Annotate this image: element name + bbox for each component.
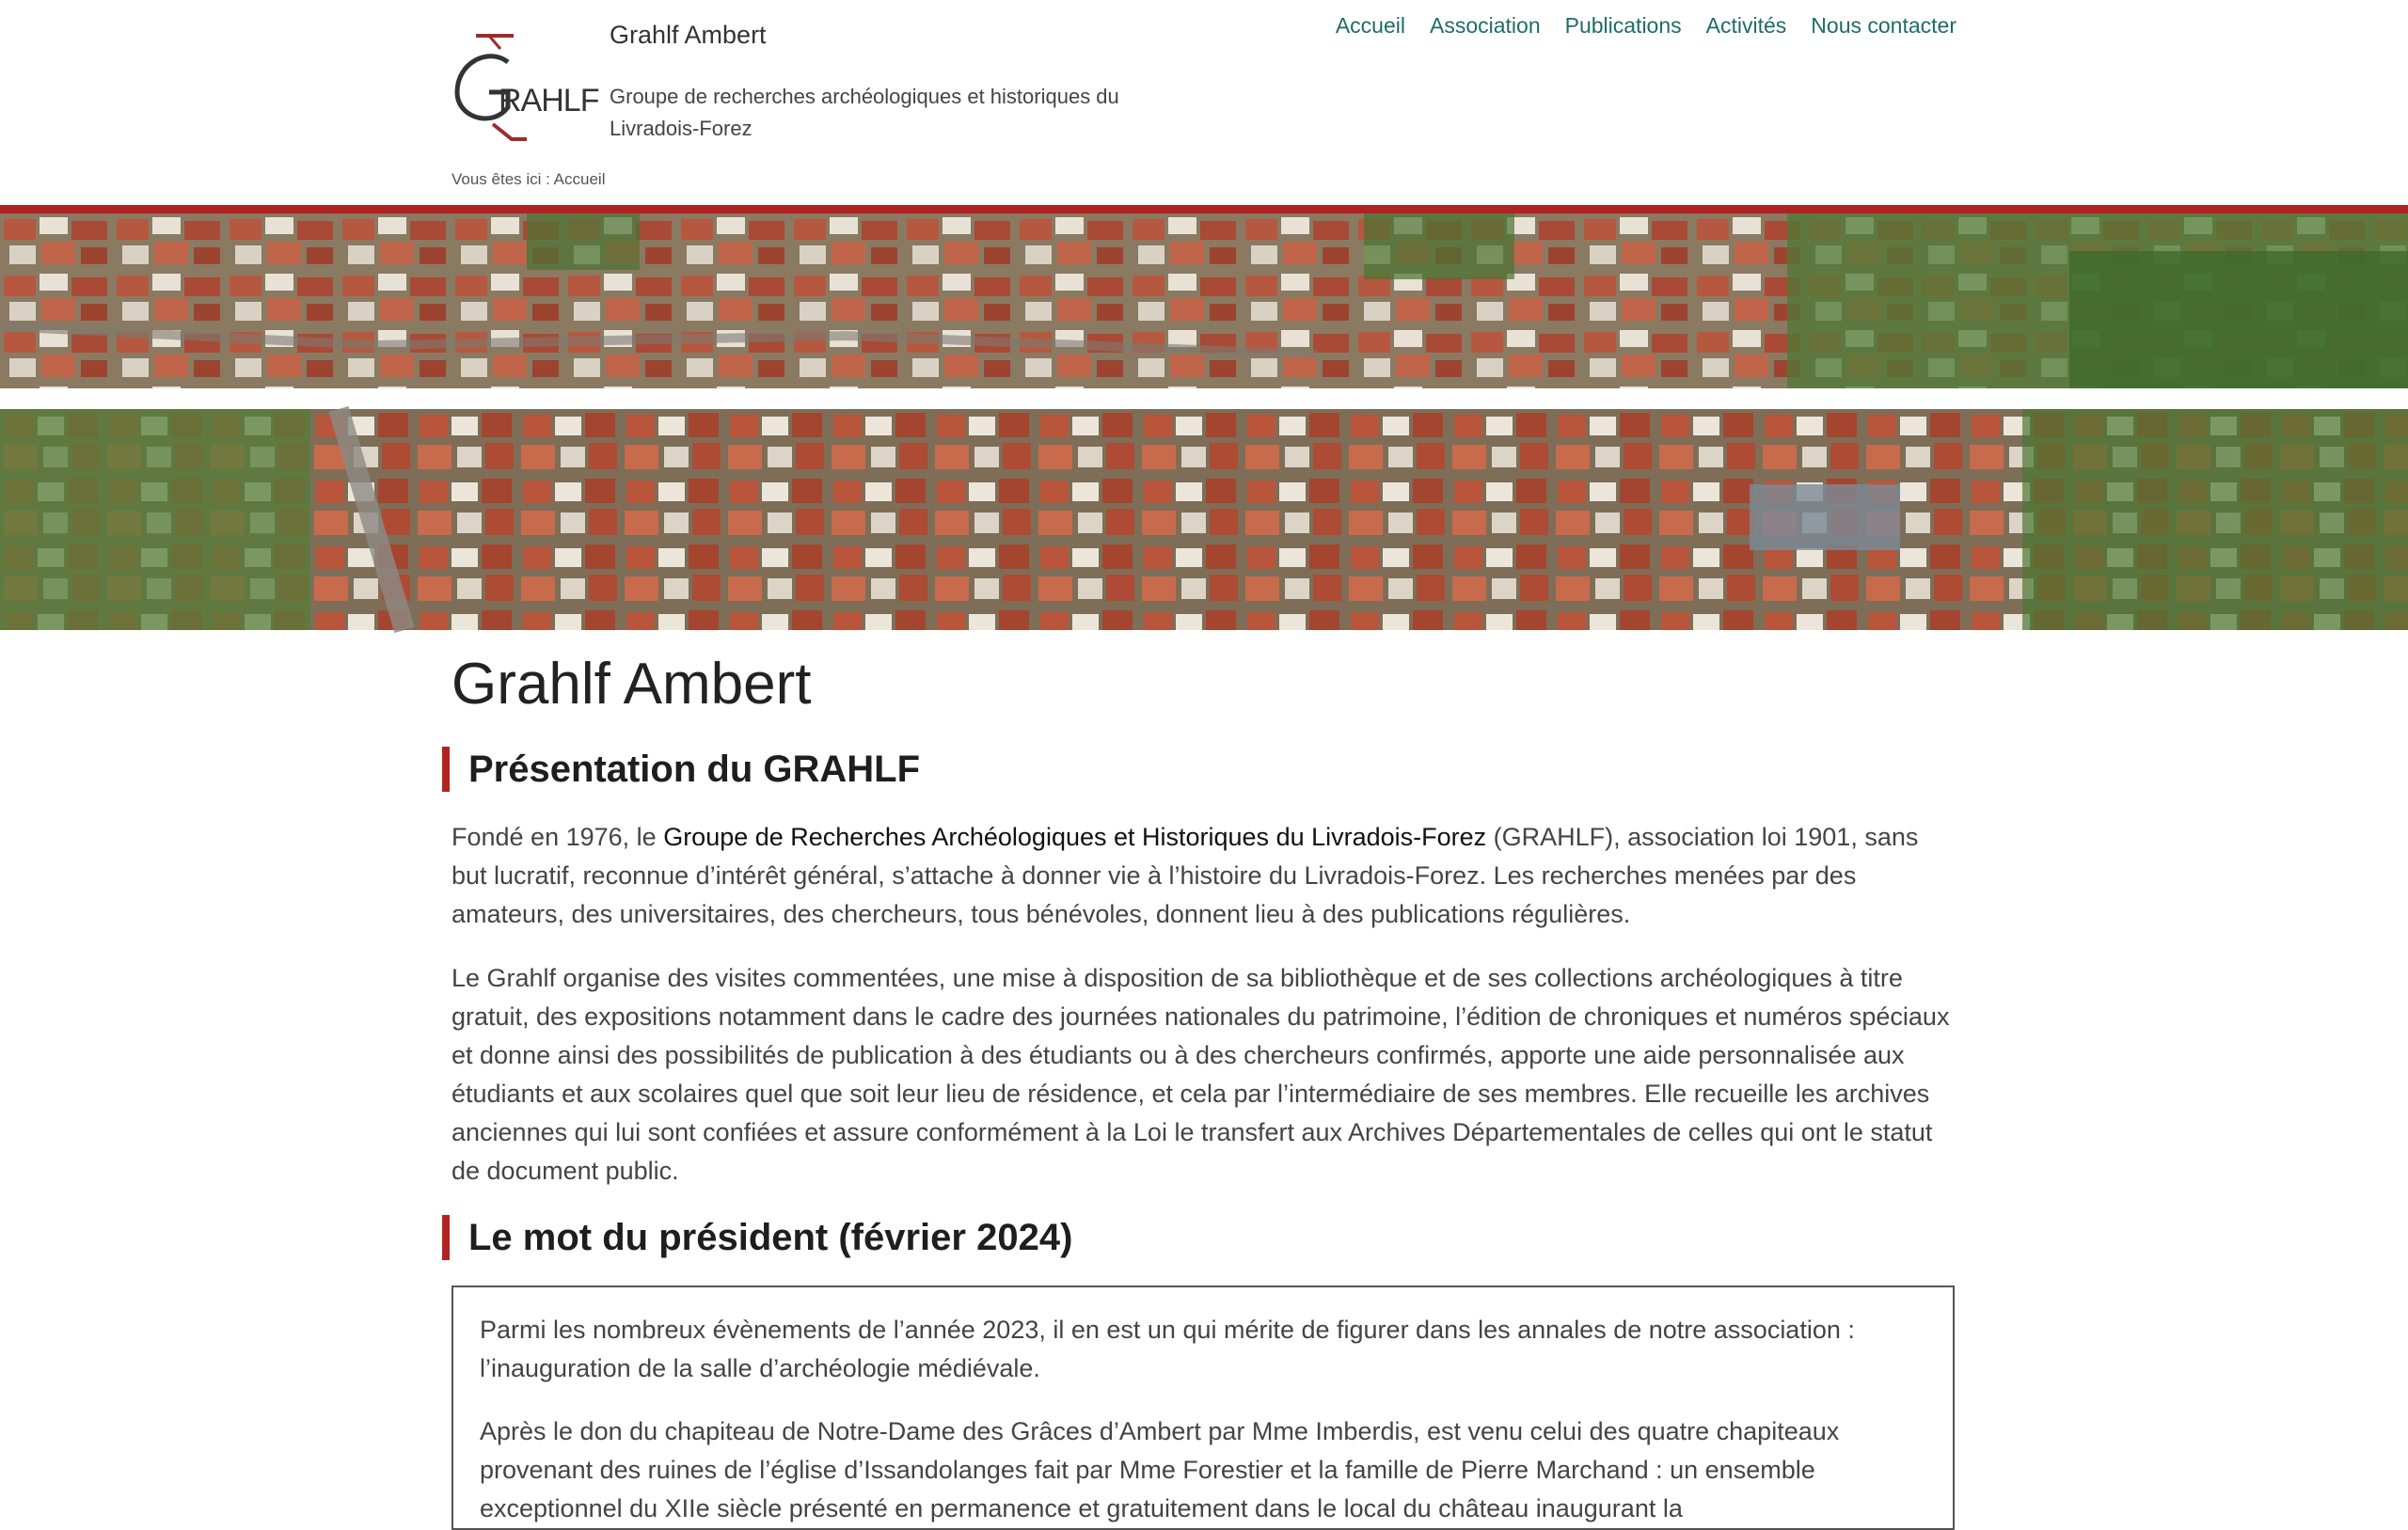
grahlf-logo[interactable] <box>452 34 599 143</box>
svg-text:RAHLF: RAHLF <box>499 83 599 118</box>
nav-accueil[interactable]: Accueil <box>1335 13 1405 38</box>
intro-strong: Groupe de Recherches Archéologiques et Historiques du Livradois-Forez <box>663 823 1487 851</box>
site-header <box>0 0 2408 205</box>
banner-strip-top <box>0 213 2408 388</box>
breadcrumb: Vous êtes ici : Accueil <box>452 170 606 188</box>
president-paragraph-1: Parmi les nombreux évènements de l’année 2023, il en est un qui mérite de figurer dans les annales de notre association : l’inauguration de la salle d’archéologie médiévale. <box>480 1316 1855 1382</box>
president-message-box <box>452 1286 1955 1530</box>
intro-start: Fondé en 1976, le <box>452 823 664 851</box>
banner-image <box>0 213 2408 630</box>
paragraph-activities: Le Grahlf organise des visites commentées, une mise à disposition de sa bibliothèque et de ses collections archéologiques à titre gratuit, des expositions notamment dans le cadre des journées nationales du patrimoine, l’édition de chroniques et numéros spéciaux et donne ainsi des possibilités de publication à des étudiants ou à des chercheurs confirmés, apporte une aide personnalisée aux étudiants et aux scolaires quel que soit leur lieu de résidence, et cela par l’intermédiaire de ses membres. Elle recueille les archives anciennes qui lui sont confiées et assure conformément à la Loi le transfert aux Archives Départementales de celles qui ont le statut de document public. <box>452 964 1950 1185</box>
site-description: Groupe de recherches archéologiques et historiques du Livradois-Forez <box>610 85 1119 140</box>
paragraph-intro <box>452 818 1956 934</box>
nav-activites[interactable]: Activités <box>1705 13 1787 38</box>
president-paragraph-2: Après le don du chapiteau de Notre-Dame des Grâces d’Ambert par Mme Imberdis, est venu celui des quatre chapiteaux provenant des ruines de l’église d’Issandolanges fait par Mme Forestier et la famille de Pierre Marchand : un ensemble exceptionnel du XIIe siècle présenté en permanence et gratuitement dans le local du château inaugurant la <box>480 1417 1840 1522</box>
main-nav <box>1336 13 1956 39</box>
intro-end: (GRAHLF), association loi 1901, sans but lucratif, reconnue d’intérêt général, s’attache à donner vie à l’histoire du Livradois-Forez. Les recherches menées par des amateurs, des universitaires, des chercheurs, tous bénévoles, donnent lieu à des publications régulières. <box>452 823 1919 928</box>
nav-contact[interactable]: Nous contacter <box>1811 13 1956 38</box>
banner-strip-bottom <box>0 409 2408 630</box>
page-title: Grahlf Ambert <box>452 652 812 717</box>
section-heading-presentation: Présentation du GRAHLF <box>442 747 920 792</box>
nav-association[interactable]: Association <box>1430 13 1541 38</box>
site-title[interactable]: Grahlf Ambert <box>610 21 767 49</box>
header-divider <box>0 205 2408 213</box>
nav-publications[interactable]: Publications <box>1564 13 1682 38</box>
section-heading-president: Le mot du président (février 2024) <box>442 1215 1072 1260</box>
